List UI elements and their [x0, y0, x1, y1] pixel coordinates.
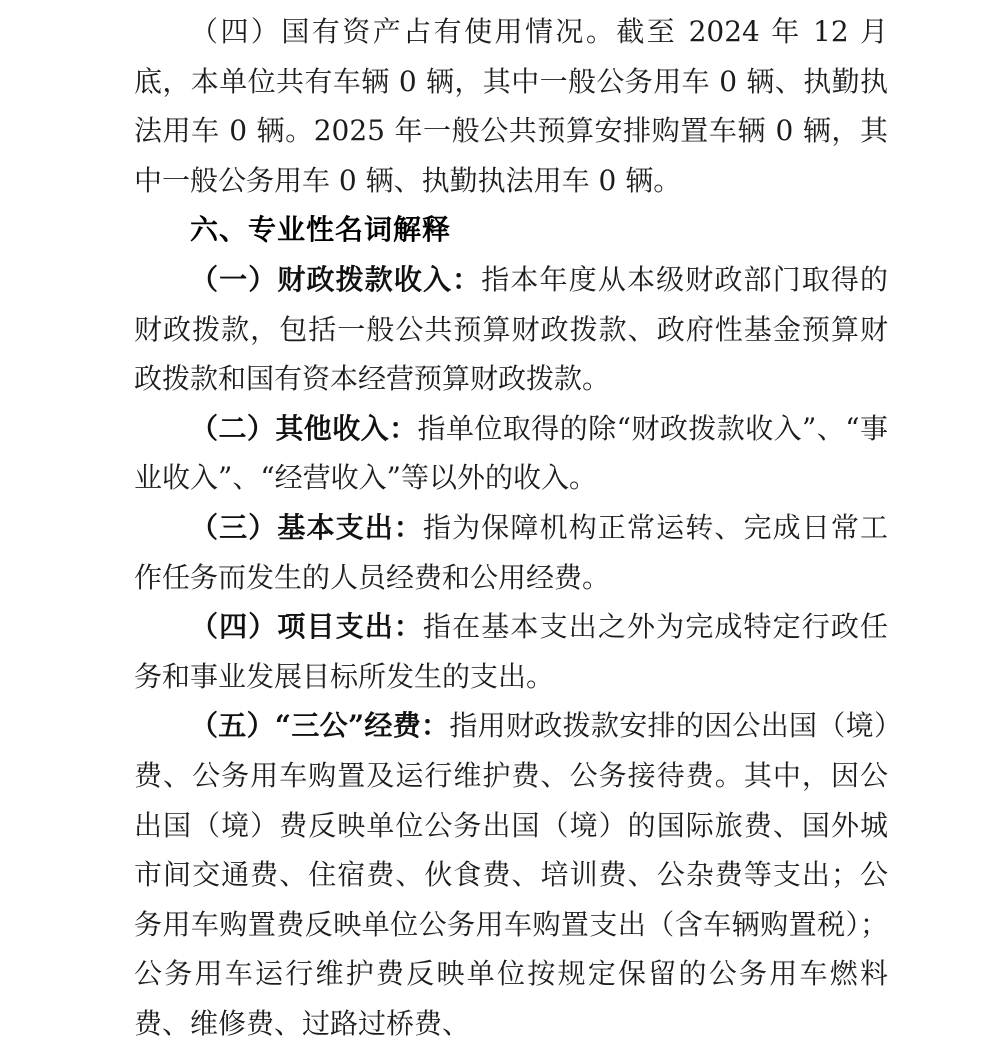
term-definition: 指为保障机构正常运转、完成日常工作任务而发生的人员经费和公用经费。 — [134, 510, 888, 594]
term-lead: （一）财政拨款收入： — [190, 262, 482, 296]
term-lead: （五）“三公”经费： — [190, 709, 450, 743]
term-paragraph-three-public-funds — [134, 701, 888, 1048]
term-definition: 指用财政拨款安排的因公出国（境）费、公务用车购置及运行维护费、公务接待费。其中，因公出国（境）费反映单位公务出国（境）的国际旅费、国外城市间交通费、住宿费、伙食费、培训费、公杂费等支出；公务用车购置费反映单位公务用车购置支出（含车辆购置税）；公务用车运行维护费反映单位按规定保留的公务用车燃料费、维修费、过路过桥费、 — [134, 709, 888, 1040]
term-lead: （二）其他收入： — [190, 411, 418, 445]
term-definition: 指单位取得的除“财政拨款收入”、“事业收入”、“经营收入”等以外的收入。 — [134, 411, 888, 495]
term-definition: 指本年度从本级财政部门取得的财政拨款，包括一般公共预算财政拨款、政府性基金预算财政拨款和国有资本经营预算财政拨款。 — [134, 262, 888, 396]
term-paragraph-fiscal-appropriation-income — [134, 255, 888, 404]
term-paragraph-basic-expenditure — [134, 503, 888, 602]
term-paragraph-project-expenditure — [134, 602, 888, 701]
term-lead: （四）项目支出： — [190, 610, 424, 644]
paragraph-state-asset-usage: （四）国有资产占有使用情况。截至 2024 年 12 月底，本单位共有车辆 0 辆，其中一般公务用车 0 辆、执勤执法用车 0 辆。2025 年一般公共预算安排购置车辆 0 辆，其中一般公务用车 0 辆、执勤执法用车 0 辆。 — [134, 15, 888, 197]
term-lead: （三）基本支出： — [190, 510, 424, 544]
term-definition: 指在基本支出之外为完成特定行政任务和事业发展目标所发生的支出。 — [134, 610, 888, 693]
section-heading-terminology: 六、专业性名词解释 — [190, 213, 452, 247]
term-paragraph-other-income — [134, 404, 888, 503]
